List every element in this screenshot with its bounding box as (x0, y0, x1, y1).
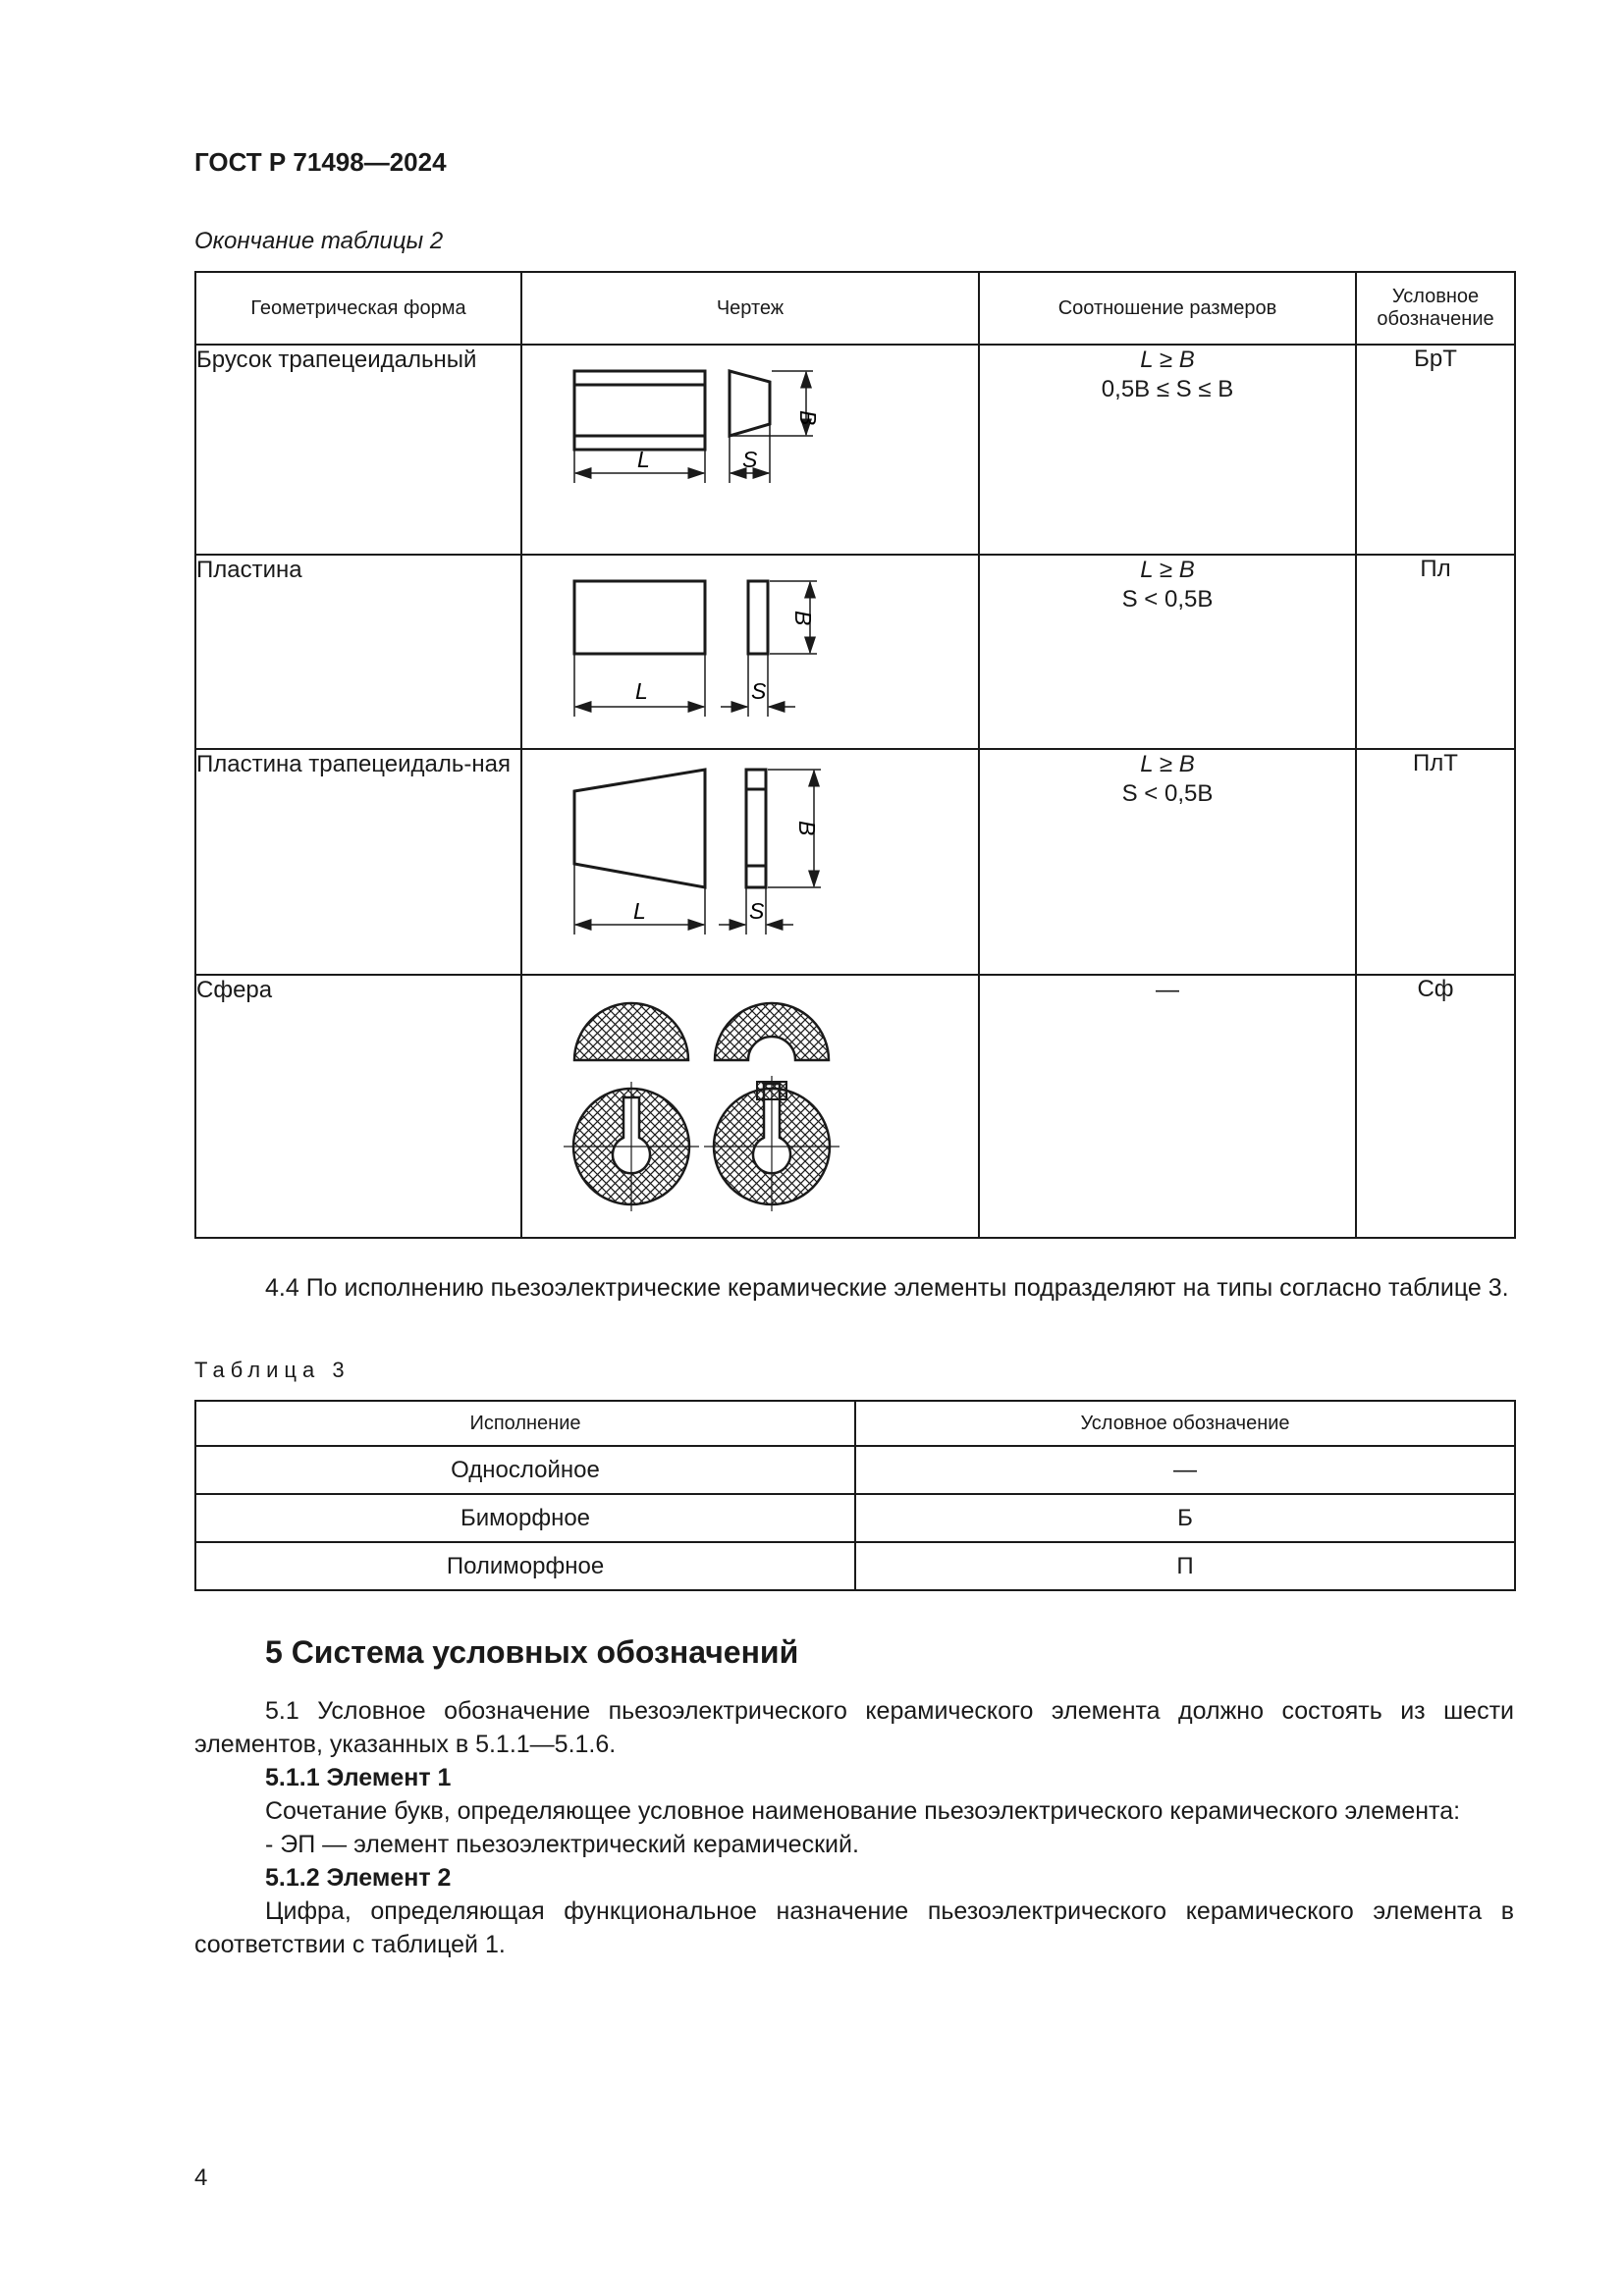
code-cell: — (855, 1446, 1515, 1494)
dim-label-l: L (635, 678, 648, 704)
heading-5-1-2: 5.1.2 Элемент 2 (265, 1864, 452, 1892)
table-row (195, 749, 1515, 975)
ratio-cell (979, 345, 1356, 555)
table2-header-row (195, 272, 1515, 345)
ratio-line-2: 0,5B ≤ S ≤ B (1101, 376, 1234, 402)
ratio-cell (979, 555, 1356, 749)
dim-label-b: B (790, 611, 816, 626)
paragraph-5-1: 5.1 Условное обозначение пьезоэлектрического керамического элемента должно состоять из шести элементов, указанных в 5.1.1—5.1.6. (194, 1697, 1514, 1758)
table-row (195, 555, 1515, 749)
paragraph-5-1-1: Сочетание букв, определяющее условное наименование пьезоэлектрического керамического элемента: (265, 1797, 1461, 1825)
document-header: ГОСТ Р 71498—2024 (194, 147, 447, 177)
dim-label-s: S (742, 447, 758, 472)
form-cell: Сфера (195, 975, 521, 1238)
form-cell: Пластина (195, 555, 521, 749)
dim-label-b: B (794, 821, 820, 836)
drawing-trapezoidal-plate (521, 749, 979, 975)
list-item: - ЭП — элемент пьезоэлектрический керамический. (265, 1831, 859, 1858)
table3-header-row (195, 1401, 1515, 1446)
table3-title: Таблица 3 (194, 1358, 351, 1382)
code-cell: Пл (1356, 555, 1515, 749)
col-header-code: Условное обозначение (855, 1401, 1515, 1446)
table2-caption: Окончание таблицы 2 (194, 228, 444, 254)
paragraph-4-4: 4.4 По исполнению пьезоэлектрические керамические элементы подразделяют на типы согласно таблице 3. (265, 1274, 1509, 1302)
paragraph-5-1-2: Цифра, определяющая функциональное назначение пьезоэлектрического керамического элемента в соответствии с таблицей 1. (194, 1897, 1514, 1958)
ratio-cell (979, 975, 1356, 1238)
code-cell: П (855, 1542, 1515, 1590)
dim-label-l: L (633, 898, 646, 924)
col-header-ratio: Соотношение размеров (979, 272, 1356, 345)
drawing-sphere (521, 975, 979, 1238)
type-cell: Биморфное (195, 1494, 855, 1542)
code-cell: ПлТ (1356, 749, 1515, 975)
heading-5-1-1: 5.1.1 Элемент 1 (265, 1764, 452, 1791)
code-cell: БрТ (1356, 345, 1515, 555)
dim-label-l: L (637, 447, 650, 472)
dim-label-s: S (751, 678, 767, 704)
table-row (195, 1542, 1515, 1590)
code-cell: Сф (1356, 975, 1515, 1238)
ratio-line-1: L ≥ B (1140, 347, 1195, 373)
col-header-form: Геометрическая форма (195, 272, 521, 345)
type-cell: Однослойное (195, 1446, 855, 1494)
form-cell: Брусок трапецеидальный (195, 345, 521, 555)
ratio-line-1: L ≥ B (1140, 557, 1195, 583)
drawing-trapezoidal-bar (521, 345, 979, 555)
table-row (195, 1494, 1515, 1542)
form-cell: Пластина трапецеидаль-ная (195, 749, 521, 975)
section-5-body (194, 1694, 1514, 1961)
table-row (195, 975, 1515, 1238)
col-header-drawing: Чертеж (521, 272, 979, 345)
dim-label-s: S (749, 898, 765, 924)
code-cell: Б (855, 1494, 1515, 1542)
page-number: 4 (194, 2164, 208, 2191)
table-row (195, 345, 1515, 555)
col-header-code: Условное обозначение (1356, 272, 1515, 345)
table-row (195, 1446, 1515, 1494)
ratio-line-2: S < 0,5B (1121, 586, 1214, 613)
ratio-line-1: L ≥ B (1140, 751, 1195, 777)
drawing-plate (521, 555, 979, 749)
section-title: 5 Система условных обозначений (265, 1634, 799, 1670)
table-2 (194, 271, 1516, 1239)
ratio-line-2: S < 0,5B (1121, 780, 1214, 807)
table-3 (194, 1400, 1516, 1591)
type-cell: Полиморфное (195, 1542, 855, 1590)
ratio-cell (979, 749, 1356, 975)
dim-label-b: B (795, 410, 821, 426)
col-header-type: Исполнение (195, 1401, 855, 1446)
ratio-line-1: — (1156, 977, 1179, 1003)
